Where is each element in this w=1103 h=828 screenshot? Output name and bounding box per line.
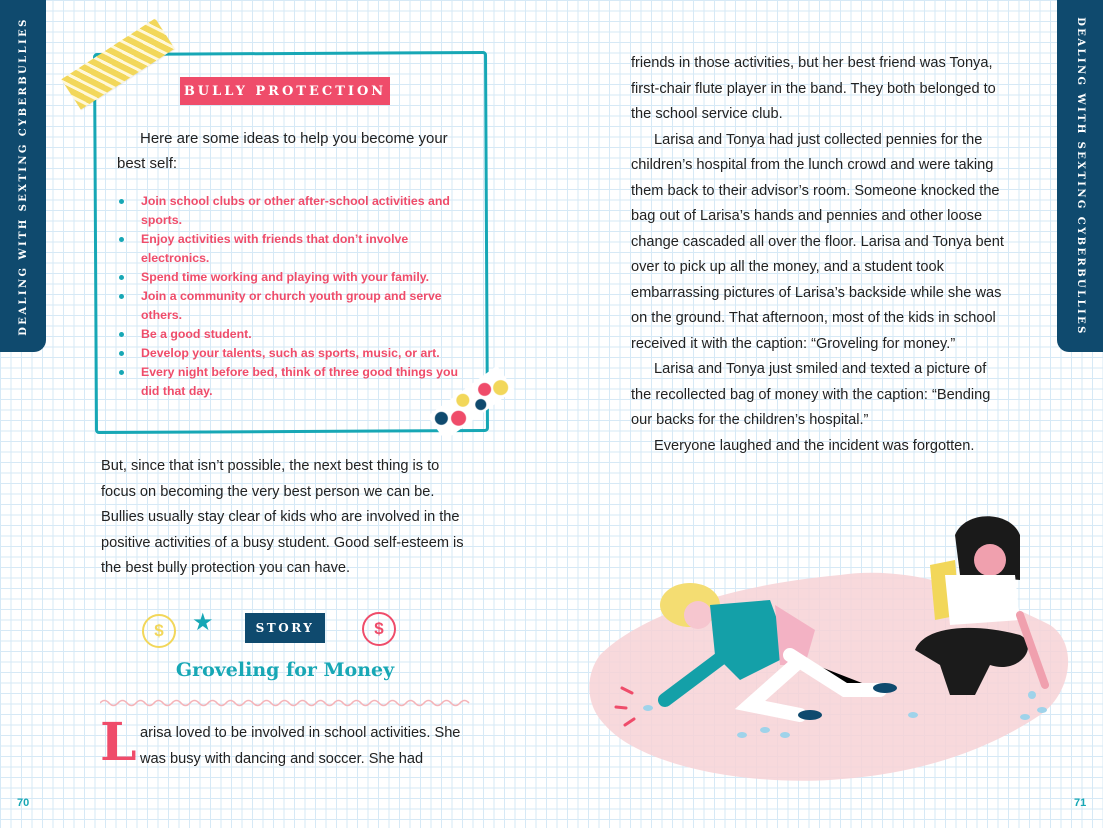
box-intro-text: Here are some ideas to help you become your best self: — [117, 130, 448, 172]
story-opening-text: arisa loved to be involved in school activities. She was busy with dancing and soccer. She had — [140, 725, 461, 767]
story-opening — [140, 721, 472, 772]
story-badge: STORY — [245, 613, 325, 643]
star-icon: ★ — [192, 609, 214, 636]
story-header — [140, 610, 400, 650]
bully-protection-label: BULLY PROTECTION — [180, 77, 390, 105]
running-head-right-text: DEALING WITH SEXTING CYBERBULLIES — [1074, 16, 1086, 336]
tip-item: Be a good student. — [117, 325, 467, 344]
running-head-left — [0, 0, 46, 352]
tip-item: Join school clubs or other after-school activities and sports. — [117, 192, 467, 230]
running-head-right — [1057, 0, 1103, 352]
dollar-coin-icon: $ — [362, 612, 396, 646]
dollar-coin-icon: $ — [142, 614, 176, 648]
girls-picking-coins-illustration — [580, 505, 1080, 790]
page-number-left: 70 — [17, 797, 30, 809]
drop-cap: L — [100, 712, 137, 773]
right-paragraph: Larisa and Tonya just smiled and texted a picture of the recollected bag of money with the caption: “Bending our backs for the children’s hospital.” — [631, 361, 991, 428]
running-head-left-text: DEALING WITH SEXTING CYBERBULLIES — [17, 16, 29, 336]
tip-item: Spend time working and playing with your family. — [117, 268, 467, 287]
tip-item: Join a community or church youth group and serve others. — [117, 287, 467, 325]
right-paragraph: Larisa and Tonya had just collected pennies for the children’s hospital from the lunch crowd and were taking them back to their advisor’s room. Someone knocked the bag out of Larisa’s hands and pennies and other loose change cascaded all over the floor. Larisa and Tonya bent over to pick up all the money, and a student took embarrassing pictures of Larisa’s backside while she was on the ground. That afternoon, most of the kids in school received it with the caption: “Groveling for money.” — [631, 131, 1004, 352]
tip-item: Every night before bed, think of three good things you did that day. — [117, 363, 467, 401]
right-paragraph: Everyone laughed and the incident was forgotten. — [654, 437, 975, 454]
box-intro — [117, 126, 467, 176]
left-body-text: But, since that isn’t possible, the next best thing is to focus on becoming the very best person we can be. Bullies usually stay clear of kids who are involved in the positive activities of a busy student. Good self-esteem is the best bully protection you can have. — [101, 458, 464, 576]
left-body-paragraph — [101, 454, 473, 582]
right-paragraph: friends in those activities, but her best friend was Tonya, first-chair flute player in the band. They both belonged to the school service club. — [631, 55, 996, 122]
wavy-divider — [100, 698, 472, 708]
tip-item: Enjoy activities with friends that don’t involve electronics. — [117, 230, 467, 268]
page-number-right: 71 — [1074, 797, 1087, 809]
tips-list — [117, 192, 467, 401]
story-title: Groveling for Money — [175, 659, 395, 681]
right-body — [631, 51, 1006, 459]
tip-item: Develop your talents, such as sports, music, or art. — [117, 344, 467, 363]
